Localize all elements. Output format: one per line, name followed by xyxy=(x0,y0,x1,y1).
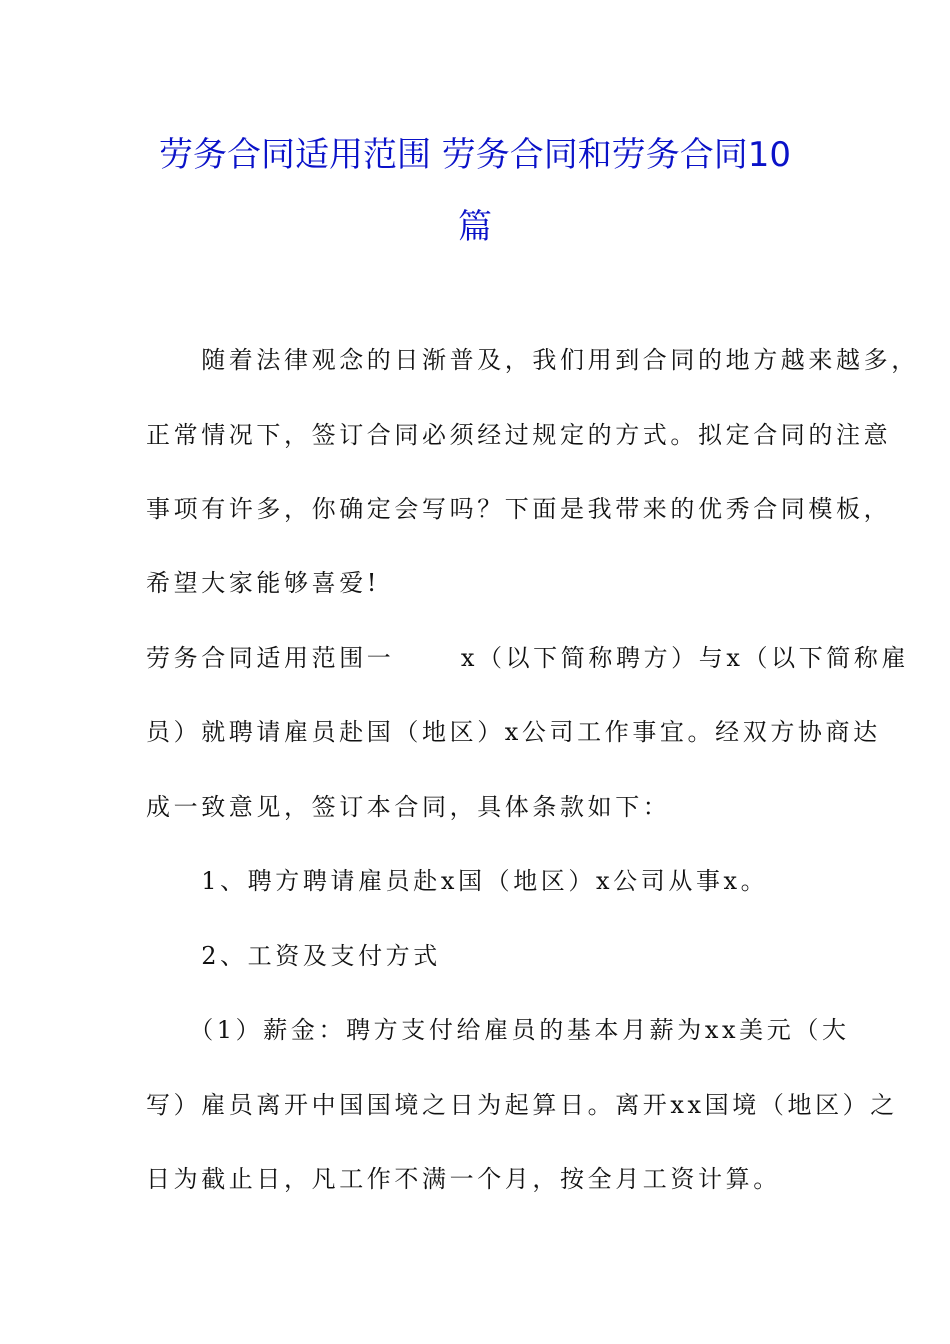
body-line: 员）就聘请雇员赴国（地区）x公司工作事宜。经双方协商达 xyxy=(146,718,881,746)
document-title-line-1: 劳务合同适用范围 劳务合同和劳务合同10 xyxy=(158,135,792,175)
body-line: 日为截止日，凡工作不满一个月，按全月工资计算。 xyxy=(146,1165,781,1193)
body-line: 劳务合同适用范围一 x（以下简称聘方）与x（以下简称雇 xyxy=(146,644,910,672)
body-line: 希望大家能够喜爱! xyxy=(146,569,381,597)
body-line: 事项有许多，你确定会写吗？下面是我带来的优秀合同模板， xyxy=(146,495,892,523)
body-line: 写）雇员离开中国国境之日为起算日。离开xx国境（地区）之 xyxy=(146,1091,898,1119)
document-title-line-2: 篇 xyxy=(458,207,492,247)
body-line: 正常情况下，签订合同必须经过规定的方式。拟定合同的注意 xyxy=(146,421,892,449)
body-line: （1）薪金：聘方支付给雇员的基本月薪为xx美元（大 xyxy=(146,1016,850,1044)
body-line: 随着法律观念的日渐普及，我们用到合同的地方越来越多， xyxy=(146,346,919,374)
body-line: 成一致意见，签订本合同，具体条款如下： xyxy=(146,793,671,821)
body-line: 2、工资及支付方式 xyxy=(146,942,441,970)
body-line: 1、聘方聘请雇员赴x国（地区）x公司从事x。 xyxy=(146,867,769,895)
